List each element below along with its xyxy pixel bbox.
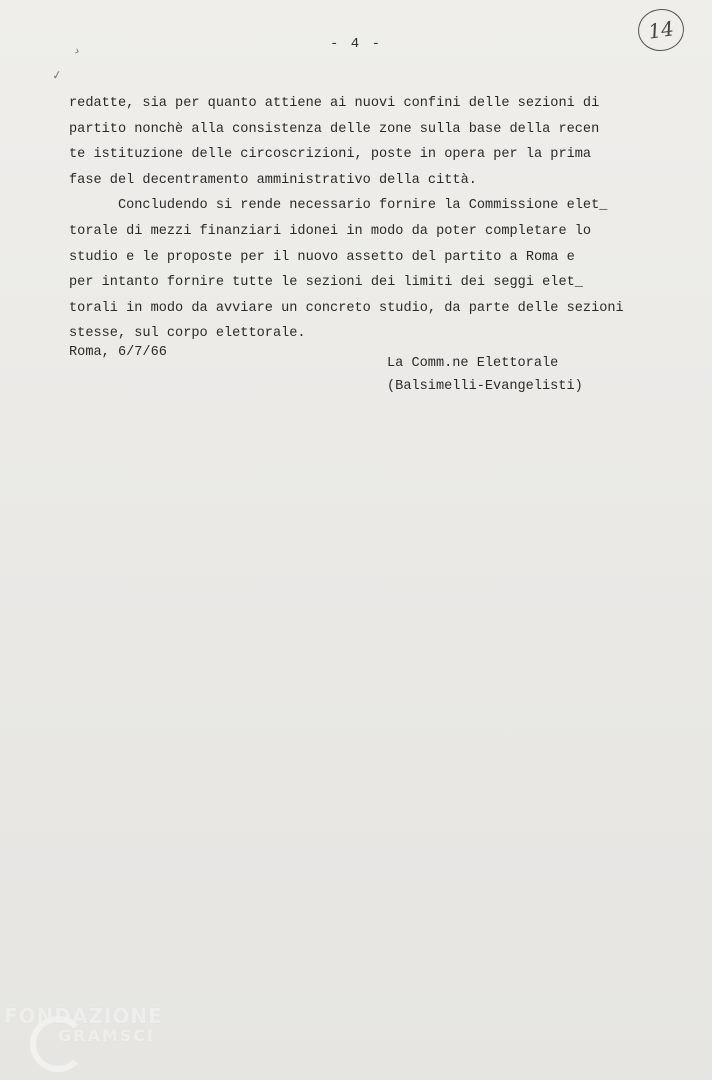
- date-line: Roma, 6/7/66: [69, 345, 167, 360]
- signature-names: (Balsimelli-Evangelisti): [387, 379, 583, 394]
- text-line: stesse, sul corpo elettorale.: [69, 326, 306, 342]
- signature-block: [387, 352, 583, 398]
- check-mark-icon: ✓: [50, 67, 64, 83]
- signature-committee: La Comm.ne Elettorale: [387, 356, 559, 371]
- text-line: torale di mezzi finanziari idonei in modo da poter completare lo: [69, 223, 592, 239]
- watermark-line1: FONDAZIONE: [4, 1004, 163, 1028]
- text-line: Concludendo si rende necessario fornire la Commissione elet_: [69, 198, 608, 214]
- text-line: fase del decentramento amministrativo della città.: [69, 172, 477, 188]
- page-number: - 4 -: [329, 36, 382, 52]
- folio-number: 14: [646, 16, 676, 44]
- watermark-logo: [0, 998, 200, 1078]
- text-line: te istituzione delle circoscrizioni, poste in opera per la prima: [69, 147, 592, 163]
- text-line: redatte, sia per quanto attiene ai nuovi confini delle sezioni di: [69, 96, 600, 111]
- watermark-line2: GRAMSCI: [58, 1026, 155, 1045]
- text-line: per intanto fornire tutte le sezioni dei limiti dei seggi elet_: [69, 275, 583, 291]
- text-line: partito nonchè alla consistenza delle zone sulla base della recen: [69, 121, 600, 137]
- pencil-mark-icon: ›: [72, 43, 83, 59]
- text-line: studio e le proposte per il nuovo assetto del partito a Roma e: [69, 249, 575, 265]
- text-line: torali in modo da avviare un concreto studio, da parte delle sezioni: [69, 300, 624, 316]
- body-text: [69, 91, 659, 347]
